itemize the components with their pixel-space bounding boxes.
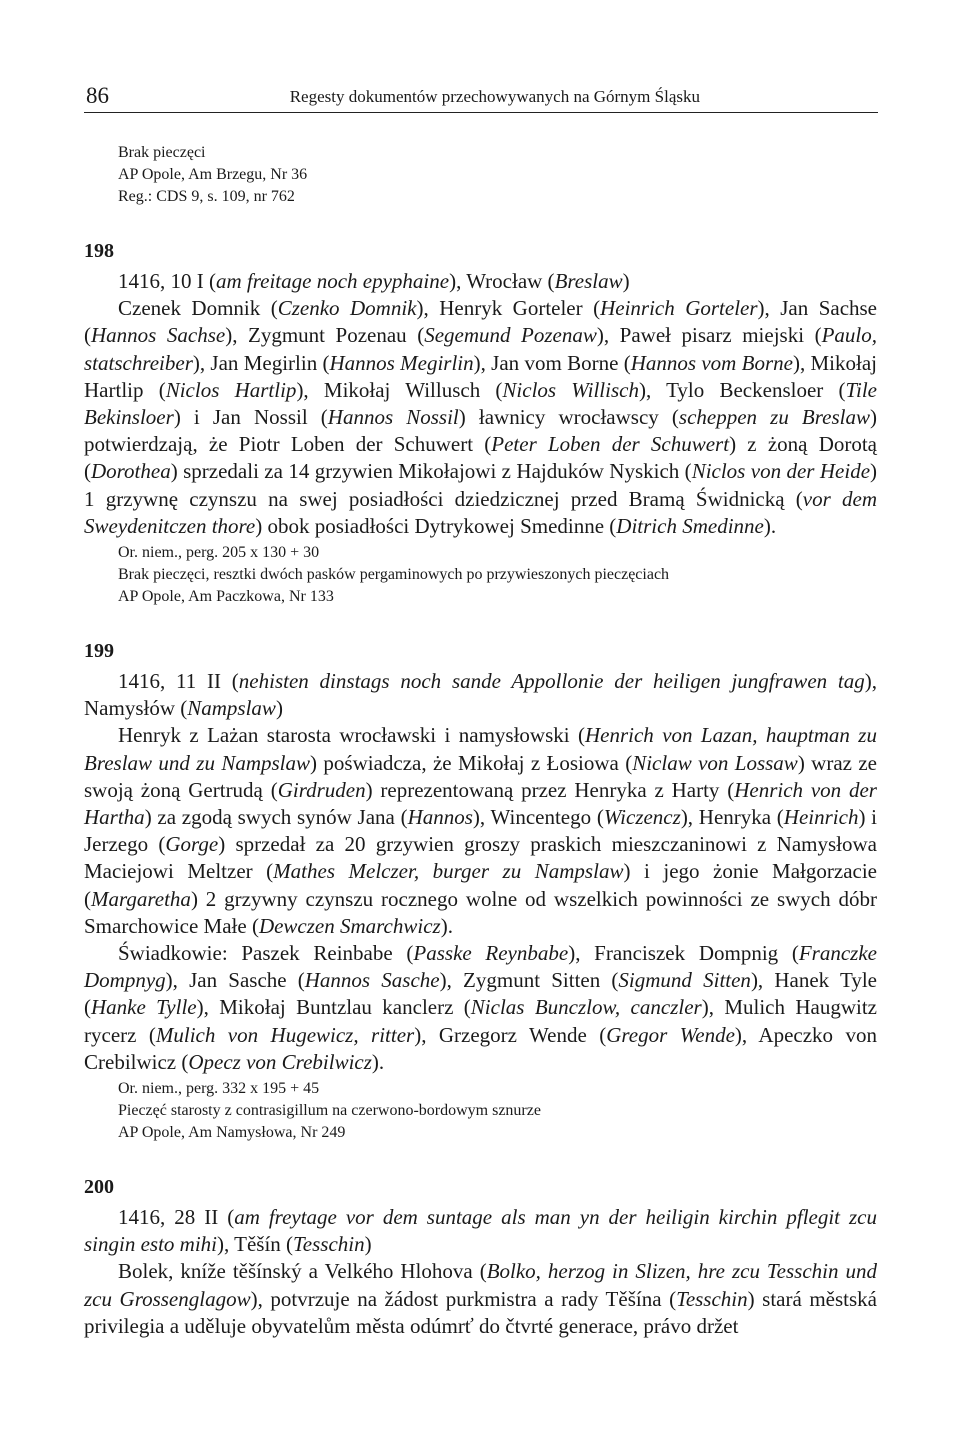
text-run: ), Wincentego ( [472,805,604,830]
entry-meta [118,1078,877,1144]
header-rule [84,112,878,113]
running-title: Regesty dokumentów przechowywanych na Górnym Śląsku [289,87,700,106]
meta-line: Brak pieczęci [118,144,206,161]
original-name-italic: Dewczen Smarchwicz [258,913,441,938]
original-name-italic: Hannos Nossil [327,405,459,430]
entries-list [84,238,877,1340]
entry-summary-paragraph [84,940,877,1076]
original-name-italic: Nampslaw [187,696,276,721]
original-name-italic: am freytage vor dem suntage als man yn der heiligin kirchin pflegit zcu singin esto mihi [84,1205,877,1257]
text-run: 1416, 28 II ( [118,1205,235,1230]
original-name-italic: Mulich von Hugewicz, ritter [155,1022,415,1047]
text-run: ), Mikołaj Willusch ( [296,377,503,402]
entry-meta [118,542,877,608]
text-run: Świadkowie: Paszek Reinbabe ( [118,941,414,966]
text-run: ). [440,913,453,938]
text-run: ) sprzedał za 20 grzywien groszy praskich mieszczaninowi z Namysłowa Maciejowi Meltzer ( [84,832,877,884]
meta-line: Brak pieczęci, resztki dwóch pasków pergaminowych po przywieszonych pieczęciach [118,566,670,584]
original-name-italic: Tesschin [676,1286,748,1311]
original-name-italic: Niclas Bunczlow, canczler [470,995,702,1020]
original-name-italic: Segemund Pozenaw [424,323,597,348]
text-run: ) reprezentowaną przez Henryka z Harty ( [365,777,735,802]
text-run: ) i jego żonie Małgorzacie ( [84,859,878,911]
original-name-italic: Hanke Tylle [91,995,197,1020]
text-run: ) ławnicy wrocławscy ( [458,405,679,430]
text-run: ) [275,696,283,721]
original-name-italic: vor dem Sweydenitczen thore [84,486,877,538]
text-run: ), Těšín ( [217,1232,294,1257]
original-name-italic: Hannos Megirlin [329,350,474,375]
meta-line: Reg.: CDS 9, s. 109, nr 762 [118,188,295,205]
text-run: ) i Jan Nossil ( [173,405,328,430]
text-run: Bolek, kníže těšínský a Velkého Hlohova ( [118,1259,487,1284]
original-name-italic: Hannos Sasche [304,968,440,993]
text-run: ), Henryka ( [680,805,784,830]
text-run: ), Grzegorz Wende ( [414,1022,607,1047]
entry-number: 200 [84,1176,114,1199]
meta-line: AP Opole, Am Paczkowa, Nr 133 [118,588,334,606]
original-name-italic: Mathes Melczer, burger zu Nampslaw [273,859,624,884]
text-run: ), Namysłów ( [84,669,877,721]
text-run: ) z żoną Dorotą ( [84,432,878,484]
meta-line: Or. niem., perg. 332 x 195 + 45 [118,1080,320,1098]
original-name-italic: Dorothea [91,459,171,484]
original-name-italic: Niclos Hartlip [165,377,297,402]
page-content [84,142,877,1340]
original-name-italic: Czenko Domnik [277,296,417,321]
entry-198 [84,238,877,608]
original-name-italic: Henrich von Lazan, hauptman zu Breslaw und zu Nampslaw [84,723,877,775]
text-run: ) potwierdzają, że Piotr Loben der Schuwert ( [84,405,877,457]
original-name-italic: Heinrich [783,805,859,830]
text-run: ), Apeczko von Crebilwicz ( [84,1022,877,1074]
text-run: ), Paweł pisarz miejski ( [596,323,822,348]
meta-line: AP Opole, Am Brzegu, Nr 36 [118,166,308,183]
text-run: ) sprzedali za 14 grzywien Mikołajowi z Hajduków Nyskich ( [170,459,692,484]
original-name-italic: Henrich von der Hartha [84,777,877,830]
original-name-italic: nehisten dinstags noch sande Appollonie der heiligen jungfrawen tag [238,669,865,694]
original-name-italic: Hannos Sachse [91,323,226,348]
original-name-italic: Paulo, statschreiber [84,323,878,375]
text-run: ). [763,513,777,538]
original-name-italic: Peter Loben der Schuwert [491,432,730,457]
original-name-italic: Breslaw [554,269,623,293]
text-run: ), Jan vom Borne ( [473,350,631,375]
text-run: ), Jan Sasche ( [165,968,305,993]
original-name-italic: Franczke Dompnyg [84,941,877,993]
original-name-italic: Hannos vom Borne [630,350,793,375]
original-name-italic: Girdruden [277,777,366,802]
text-run: ), Mikołaj Hartlip ( [84,350,877,402]
text-run: ), Mulich Haugwitz rycerz ( [84,995,877,1047]
entry-date-line [84,268,877,295]
original-name-italic: Tesschin [293,1232,365,1257]
meta-line: Or. niem., perg. 205 x 130 + 30 [118,544,320,562]
entry-200 [84,1174,877,1340]
text-run: ) poświadcza, że Mikołaj z Łosiowa ( [310,750,633,775]
original-name-italic: Wiczencz [603,805,681,830]
original-name-italic: Niclos Willisch [502,377,639,402]
original-name-italic: Niclaw von Lossaw [632,750,798,775]
text-run: 1416, 10 I ( [118,269,216,293]
text-run: Henryk z Lażan starosta wrocławski i namysłowski ( [118,723,585,748]
original-name-italic: Margaretha [91,886,191,911]
text-run: ), Zygmunt Pozenau ( [225,323,425,348]
original-name-italic: Passke Reynbabe [413,941,569,966]
original-name-italic: Sigmund Sitten [618,968,751,993]
text-run: ), Zygmunt Sitten ( [439,968,619,993]
text-run: ), Franciszek Dompnig ( [568,941,799,966]
text-run: ), Jan Sachse ( [84,296,878,348]
entry-number: 198 [84,240,114,262]
original-name-italic: am freitage noch epyphaine [216,269,450,293]
entry-number: 199 [84,640,114,663]
text-run: ), Wrocław ( [449,269,555,293]
original-name-italic: scheppen zu Breslaw [678,405,870,430]
text-run: ) stará městská privilegia a uděluje obyvatelům města odúmrť do čtvrté generace, právo držet [84,1286,877,1338]
page-number: 86 [86,83,109,108]
text-run: ) [364,1232,372,1257]
text-run: ), Mikołaj Buntzlau kanclerz ( [196,995,471,1020]
text-run: ) za zgodą swych synów Jana ( [144,805,408,830]
original-name-italic: Bolko, herzog in Slizen, hre zcu Tesschin und zcu Grossenglagow [84,1259,877,1311]
text-run: ). [371,1049,385,1074]
original-name-italic: Ditrich Smedinne [616,513,764,538]
text-run: Czenek Domnik ( [118,296,278,321]
text-run: ) 2 grzywny czynszu rocznego wolne od wszelkich powinności ze swych dóbr Smarchowice Małe ( [84,886,877,938]
text-run: ), Jan Megirlin ( [192,350,330,375]
entry-date-line [84,668,877,722]
text-run: ) [622,269,630,293]
entry-199 [84,638,877,1144]
previous-entry-meta [118,142,877,208]
text-run: 1416, 11 II ( [118,669,239,694]
entry-summary-paragraph [84,295,877,540]
text-run: ), potvrzuje na žádost purkmistra a rady Těšína ( [250,1286,677,1311]
original-name-italic: Opecz von Crebilwicz [188,1049,372,1074]
text-run: ), Tylo Beckensloer ( [638,377,846,402]
page-header [86,80,876,114]
original-name-italic: Heinrich Gorteler [600,296,758,321]
text-run: ), Henryk Gorteler ( [416,296,601,321]
text-run: ) i Jerzego ( [84,805,877,857]
text-run: ) 1 grzywnę czynszu na swej posiadłości dziedzicznej przed Bramą Świdnicką ( [84,459,878,511]
original-name-italic: Hannos [407,805,473,830]
original-name-italic: Gregor Wende [606,1022,735,1047]
original-name-italic: Tile Bekinsloer [84,377,877,430]
text-run: ) obok posiadłości Dytrykowej Smedinne ( [255,513,617,538]
entry-summary-paragraph [84,722,877,940]
entry-summary-paragraph [84,1258,877,1340]
original-name-italic: Niclos von der Heide [691,459,871,484]
entry-date-line [84,1204,877,1258]
text-run: ), Hanek Tyle ( [84,968,877,1020]
original-name-italic: Gorge [165,832,219,857]
meta-line: Pieczęć starosty z contrasigillum na czerwono-bordowym sznurze [118,1102,541,1120]
text-run: ) wraz ze swoją żoną Gertrudą ( [84,750,877,802]
meta-line: AP Opole, Am Namysłowa, Nr 249 [118,1124,346,1142]
